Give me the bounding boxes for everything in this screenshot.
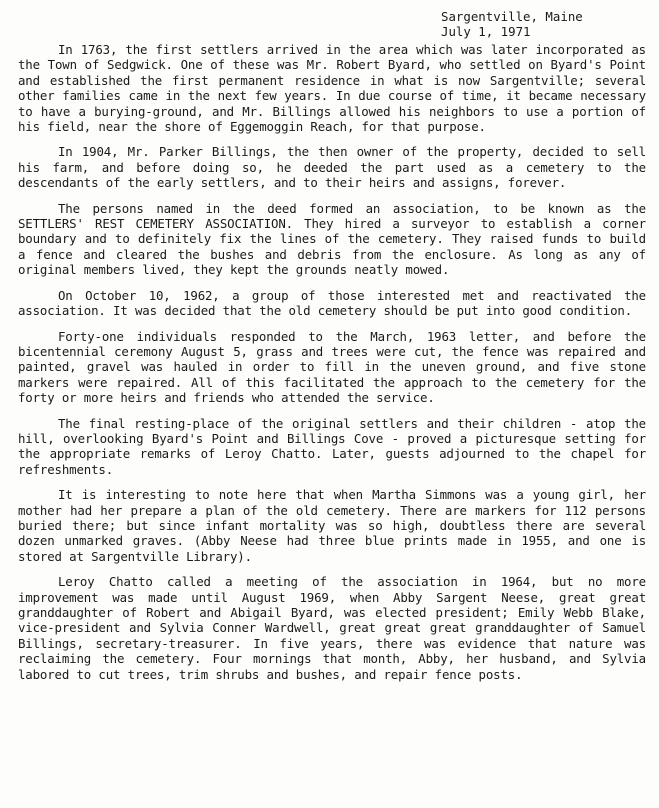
paragraph-association-formed: The persons named in the deed formed an association, to be known as the SETTLERS' REST CEMETERY ASSOCIATION. They hired a surveyor to establish a corner boundary and to definitely fix the lines of the cemetery. They raised funds to build a fence and cleared the bushes and debris from the enclosure. As long as any of original members lived, they kept the grounds neatly mowed. <box>18 200 646 278</box>
paragraph-1904-deed: In 1904, Mr. Parker Billings, the then owner of the property, decided to sell his farm, and before doing so, he deeded the part used as a cemetery to the descendants of the early settlers, and to their heirs and assigns, forever. <box>18 144 646 191</box>
paragraph-1963-repairs: Forty-one individuals responded to the March, 1963 letter, and before the bicentennial ceremony August 5, grass and trees were cut, the fence was repaired and painted, gravel was hauled in order to fill in the uneven ground, and five stone markers were repaired. All of this facilitated the approach to the cemetery for the forty or more heirs and friends who attended the service. <box>18 328 646 406</box>
paragraph-resting-place: The final resting-place of the original settlers and their children - atop the hill, overlooking Byard's Point and Billings Cove - proved a picturesque setting for the appropriate remarks of Leroy Chatto. Later, guests adjourned to the chapel for refreshments. <box>18 415 646 477</box>
dateline-place: Sargentville, Maine <box>441 9 583 24</box>
letter-body <box>18 42 646 692</box>
paragraph-first-settlers: In 1763, the first settlers arrived in the area which was later incorporated as the Town of Sedgwick. One of these was Mr. Robert Byard, who settled on Byard's Point and established the first permanent residence in what is now Sargentville; several other families came in the next few years. In due course of time, it became necessary to have a burying-ground, and Mr. Billings allowed his neighbors to use a portion of his field, near the shore of Eggemoggin Reach, for that purpose. <box>18 42 646 135</box>
dateline-date: July 1, 1971 <box>441 24 531 40</box>
paragraph-1964-meeting: Leroy Chatto called a meeting of the association in 1964, but no more improvement was made until August 1969, when Abby Sargent Neese, great great granddaughter of Robert and Abigail Byard, was elected president; Emily Webb Blake, vice-president and Sylvia Conner Wardwell, great great great granddaughter of Samuel Billings, secretary-treasurer. In five years, there was evidence that nature was reclaiming the cemetery. Four mornings that month, Abby, her husband, and Sylvia labored to cut trees, trim shrubs and bushes, and repair fence posts. <box>18 574 646 682</box>
paragraph-1962-reactivation: On October 10, 1962, a group of those interested met and reactivated the association. It was decided that the old cemetery should be put into good condition. <box>18 287 646 319</box>
dateline <box>441 9 651 40</box>
paragraph-cemetery-plan: It is interesting to note here that when Martha Simmons was a young girl, her mother had her prepare a plan of the old cemetery. There are markers for 112 persons buried there; but since infant mortality was so high, doubtless there are several dozen unmarked graves. (Abby Neese had three blue prints made in 1955, and one is stored at Sargentville Library). <box>18 487 646 564</box>
